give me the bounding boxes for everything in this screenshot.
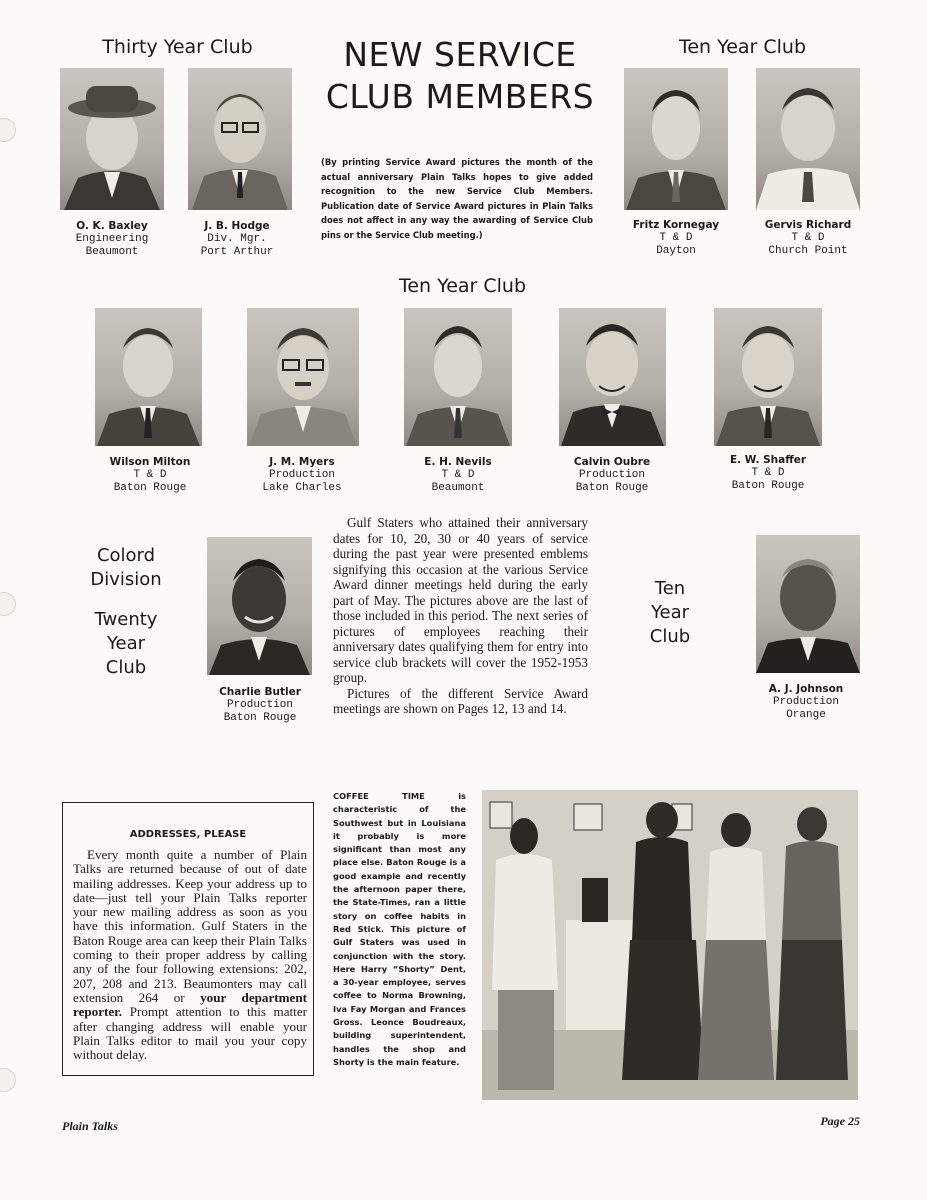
colored-division-line: Colord — [96, 545, 156, 566]
title-line-1: NEW SERVICE — [343, 35, 577, 74]
colored-division-label — [70, 544, 182, 592]
addresses-text-part: Every month quite a number of Plain Talks are returned because of out of date mailing addresses. Keep your address up to date—just tell your Plain Talks reporter your new mailing address as soon as you have this information. Gulf Staters in the Baton Rouge area can keep their Plain Talks coming to their proper address by calling any of the four following extensions: 202, 207, 208 and 213. Beaumonters may call extension 264 or — [73, 847, 307, 1005]
thirty-year-club-heading: Thirty Year Club — [102, 36, 253, 58]
member-name: Charlie Butler — [219, 686, 301, 698]
footer-publication: Plain Talks — [62, 1119, 118, 1133]
member-name: Wilson Milton — [109, 456, 191, 468]
title-line-2: CLUB MEMBERS — [325, 77, 595, 116]
member-department: Production — [268, 469, 335, 481]
portrait-photo — [207, 537, 312, 675]
binder-hole-middle — [0, 592, 16, 616]
portrait-photo — [624, 68, 728, 210]
ten-year-line: Year — [650, 602, 690, 623]
member-caption — [198, 686, 322, 725]
ten-year-club-heading-center: Ten Year Club — [398, 275, 527, 297]
member-department: T & D — [791, 232, 825, 244]
member-location: Baton Rouge — [223, 712, 297, 724]
member-location: Dayton — [656, 245, 696, 257]
coffee-time-caption: COFFEE TIME is characteristic of the Southwest but in Louisiana it probably is more significant than most any place else. Baton Rouge is a good example and recently the afternoon paper there, the State-Times, ran a little story on coffee habits in Red Stick. This picture of Gulf Staters was used in conjunction with the story. Here Harry “Shorty” Dent, a 30-year employee, serves coffee to Norma Browning, Iva Fay Morgan and Frances Gross. Leonce Boudreaux, building superintendent, handles the shop and Shorty is the main feature. — [333, 791, 466, 1067]
member-caption — [706, 454, 830, 493]
member-name: Fritz Kornegay — [632, 219, 720, 231]
portrait-photo — [95, 308, 202, 446]
member-caption — [396, 456, 520, 495]
addresses-text-part: Prompt attention to this matter after changing address will enable your Plain Talks editor to mail you your copy without delay. — [73, 1004, 307, 1063]
portrait-photo — [714, 308, 822, 446]
member-name: Calvin Oubre — [573, 456, 651, 468]
member-name: A. J. Johnson — [768, 683, 844, 695]
member-name: J. B. Hodge — [204, 220, 270, 232]
member-department: Div. Mgr. — [207, 233, 267, 245]
ten-year-line: Ten — [654, 578, 686, 599]
member-location: Baton Rouge — [575, 482, 649, 494]
member-caption — [50, 220, 174, 259]
addresses-text-bold: your department reporter. — [73, 989, 307, 1020]
member-department: Production — [226, 699, 293, 711]
portrait-photo — [188, 68, 292, 210]
member-name: Gervis Richard — [764, 219, 852, 231]
portrait-photo — [404, 308, 512, 446]
footer-page-number: Page 25 — [820, 1114, 860, 1128]
member-caption — [614, 219, 738, 258]
member-location: Baton Rouge — [731, 480, 805, 492]
member-department: T & D — [659, 232, 693, 244]
member-department: T & D — [441, 469, 475, 481]
addresses-box — [62, 802, 314, 1076]
portrait-photo — [247, 308, 359, 446]
portrait-photo — [559, 308, 666, 446]
binder-hole-bottom — [0, 1068, 16, 1092]
ten-year-club-heading-right: Ten Year Club — [678, 36, 807, 58]
coffee-time-photo — [482, 790, 858, 1100]
article-paragraph: Gulf Staters who attained their anniversary dates for 10, 20, 30 or 40 years of service during the past year were presented emblems signifying this occasion at the various Service Award dinner meetings held during the early part of May. The pictures above are the last of those included in this period. The next series of pictures of employees reaching their anniversary dates qualifying them for entry into service club brackets will cover the 1952-1953 group. — [333, 515, 588, 685]
portrait-photo — [756, 68, 860, 210]
member-name: O. K. Baxley — [76, 220, 148, 232]
member-caption — [746, 219, 870, 258]
twenty-year-line: Club — [105, 657, 147, 678]
member-department: Production — [772, 696, 839, 708]
member-caption — [88, 456, 212, 495]
member-location: Church Point — [768, 245, 848, 257]
addresses-box-title: ADDRESSES, PLEASE — [129, 829, 247, 840]
member-department: Production — [578, 469, 645, 481]
twenty-year-line: Year — [106, 633, 146, 654]
member-caption — [175, 220, 299, 259]
member-caption — [550, 456, 674, 495]
member-location: Beaumont — [431, 482, 485, 494]
member-location: Baton Rouge — [113, 482, 187, 494]
service-award-article — [333, 515, 588, 717]
article-paragraph: Pictures of the different Service Award meetings are shown on Pages 12, 13 and 14. — [333, 685, 588, 716]
addresses-box-text — [73, 848, 307, 1062]
member-location: Beaumont — [85, 246, 139, 258]
portrait-photo — [60, 68, 164, 210]
binder-hole-top — [0, 118, 16, 142]
twenty-year-club-label — [70, 608, 182, 680]
page-title — [305, 34, 615, 118]
ten-year-line: Club — [649, 626, 691, 647]
member-name: E. H. Nevils — [424, 456, 492, 468]
member-department: Engineering — [75, 233, 149, 245]
colored-division-line: Division — [90, 569, 162, 590]
member-name: J. M. Myers — [269, 456, 335, 468]
member-caption — [240, 456, 364, 495]
portrait-photo — [756, 535, 860, 673]
ten-year-club-label-right — [630, 577, 710, 649]
member-location: Orange — [786, 709, 826, 721]
member-caption — [744, 683, 868, 722]
member-location: Port Arthur — [200, 246, 274, 258]
twenty-year-line: Twenty — [94, 609, 158, 630]
intro-note: (By printing Service Award pictures the month of the actual anniversary Plain Talks hopes to give added recognition to the new Service Club Members. Publication date of Service Award pictures in Plain Talks does not affect in any way the awarding of Service Club pins or the Service Club meeting.) — [321, 157, 593, 240]
member-location: Lake Charles — [262, 482, 342, 494]
member-department: T & D — [751, 467, 785, 479]
member-department: T & D — [133, 469, 167, 481]
member-name: E. W. Shaffer — [729, 454, 807, 466]
